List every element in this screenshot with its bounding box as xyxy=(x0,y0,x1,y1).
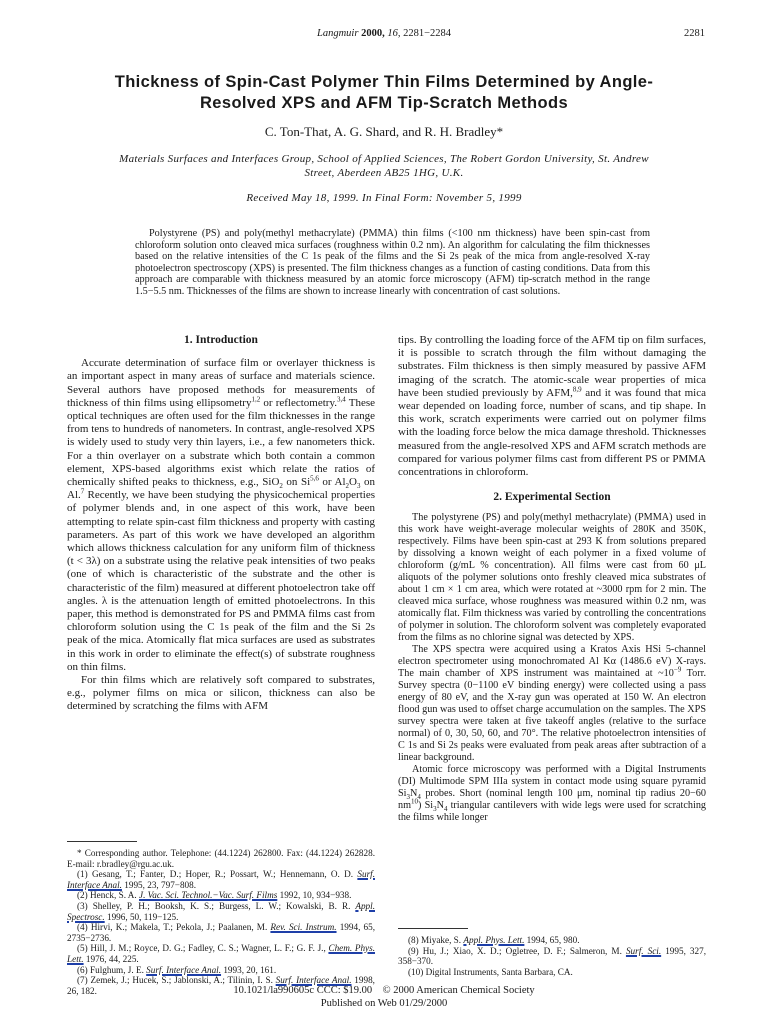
reference-10: (10) Digital Instruments, Santa Barbara, CA. xyxy=(408,966,573,977)
footnote-rule xyxy=(398,928,468,929)
reference-2: (2) Henck, S. A. J. Vac. Sci. Technol.−Vac. Surf. Films 1992, 10, 934−938. xyxy=(77,890,352,901)
footnote-rule xyxy=(67,841,137,842)
reference-link[interactable]: Appl. Spectrosc. xyxy=(67,900,375,922)
page-number: 2281 xyxy=(684,28,705,39)
intro-paragraph-3: tips. By controlling the loading force of the AFM tip on film surfaces, it is possible to scratch through the film without damaging the substrates. Film thickness is then simply measured by passive AFM imaging of the scratch. The atomic-scale wear properties of mica have been studied previously by AFM,$^{8,9}$ and it was found that mica wear depended on loading force, number of scans, and tip shape. In this work, scratch experiments were carried out on polymer films with the loading force below the mica damage threshold. Thicknesses measured from the angle-resolved XPS and AFM scratch methods are compared for various polymer films cast from different PS or PMMA concentrations in chloroform. xyxy=(398,334,706,479)
intro-paragraph-1: Accurate determination of surface film or overlayer thickness is an important aspect in many areas of surface and materials science. Several authors have proposed methods for measurements of thickness of thin films using ellipsometry$^{1,2}$ or reflectometry.$^{3,4}$ These optical techniques are often used for the film thicknesses in the range from tens to hundreds of nanometers. In contrast, angle-resolved XPS is widely used to study very thin layers, i.e., a few nanometers thick. For a thin overlayer on a substrate which both contain a common element, XPS-based algorithms exist which relate the ratios of chemically shifted peaks to thickness, e.g., SiO$_2$ on Si$^{5,6}$ or $Al_2O_3$ on Al.$^7$ Recently, we have been studying the physicochemical properties of polymer blends and, in one aspect of this work, have been attempting to relate spin-cast film thickness and property with casting parameters. As part of this work we have developed an algorithm which allows thickness calculation for any uniform film of thickness (t < 3λ) on a substrate using the relative peak intensities of two peaks (one of which is characteristic of the substrate and the other is characteristic of the film) measured at different photoelectron take off angles. λ is the attenuation length of emitted photoelectrons. In this paper, this method is demonstrated for PS and PMMA films cast from chloroform solution using the C 1s peak of the film and the Si 2s peak of the mica. Atomically flat mica surfaces are used as substrates in this work in order to eliminate the effect(s) of substrate roughness on thin films. xyxy=(67,357,375,673)
paper-title: Thickness of Spin-Cast Polymer Thin Films Determined by Angle-Resolved XPS and AFM Tip-Scratch Methods xyxy=(114,73,654,112)
reference-3: (3) Shelley, P. H.; Booksh, K. S.; Burgess, L. W.; Kowalski, B. R. Appl. Spectrosc. 1996, 50, 119−125. xyxy=(67,900,375,922)
page-footer xyxy=(0,984,768,1010)
reference-link[interactable]: Chem. Phys. Lett. xyxy=(67,943,376,964)
abstract: Polystyrene (PS) and poly(methyl methacrylate) (PMMA) thin films (<100 nm thickness) have been spin-cast from chloroform solution onto cleaved mica surfaces (roughness within 0.2 nm). An algorithm for calculating the film thicknesses based on the relative intensities of the C 1s peak of the films and the Si 2s peak of the mica from angle-resolved X-ray photoelectron spectroscopy (XPS) is presented. The film thickness changes as a function of casting conditions. Data from this approach are comparable with thickness measured by an atomic force microscopy (AFM) tip-scratch method in the range 1.5−5.5 nm. Thicknesses of the films are shown to increase linearly with concentration of cast solutions. xyxy=(135,228,650,297)
reference-link[interactable]: Appl. Phys. Lett. xyxy=(463,935,525,945)
reference-7: (7) Zemek, J.; Hucek, S.; Jablonski, A.; Tilinin, I. S. Surf. Interface Anal. 1998, 26, 182. xyxy=(67,975,375,996)
experimental-paragraph-2: The XPS spectra were acquired using a Kratos Axis HSi 5-channel electron spectrometer using monochromated Al Kα (1486.6 eV) X-rays. The main chamber of XPS instrument was maintained at $\sim 10^{-9}$ Torr. Survey spectra (0−1100 eV binding energy) were collected using a pass energy of 80 eV, and the X-ray gun was operated at 150 W. An electron flood gun was used to offset charge accumulation on the samples. The XPS survey spectra were taken at five takeoff angles (relative to the surface normal) of 0, 30, 50, 60, and 70°. The relative photoelectron intensities of C 1s and Si 2s peaks were evaluated from peak areas after subtraction of a linear background. xyxy=(398,644,706,764)
reference-link[interactable]: J. Vac. Sci. Technol.−Vac. Surf. Films xyxy=(139,890,278,901)
journal-citation xyxy=(0,28,768,39)
reference-9: (9) Hu, J.; Xiao, X. D.; Ogletree, D. F.; Salmeron, M. Surf. Sci. 1995, 327, 358−370. xyxy=(398,945,707,967)
reference-link[interactable]: Surf. Sci. xyxy=(625,945,662,956)
author-list: C. Ton-That, A. G. Shard, and R. H. Bradley* xyxy=(264,124,504,139)
journal-pages: 2281−2284 xyxy=(403,28,451,39)
reference-link[interactable]: Surf. Interface Anal. xyxy=(146,964,222,975)
reference-link[interactable]: Surf. Interface Anal. xyxy=(67,869,375,890)
experimental-paragraph-1: The polystyrene (PS) and poly(methyl methacrylate) (PMMA) used in this work have weight-average molecular weights of 280K and 350K, respectively. Films have been spin-cast at 293 K from solutions prepared by dissolving a known weight of each polymer in a fixed volume of chloroform (g/mL % concentration). All films were cast from 60 μL aliquots of the polymer solutions onto freshly cleaved mica substrates of about 1 cm × 1 cm area, which were rotated at ~3000 rpm for 2 min. The cleaved mica surface, whose roughness was measured within 0.2 nm, was atomically flat. Film thickness was varied by controlling the concentrations of polymer in solution. The chloroform solvent was completely evaporated from the films as no chlorine signal was detected by XPS. xyxy=(398,512,706,644)
intro-paragraph-2: For thin films which are relatively soft compared to substrates, e.g., polymer films on mica or silicon, thickness can also be determined by scratching the films with AFM xyxy=(67,674,375,713)
publication-date-line: Published on Web 01/29/2000 xyxy=(320,998,448,1009)
reference-8: (8) Miyake, S. Appl. Phys. Lett. 1994, 65, 980. xyxy=(408,935,580,945)
left-footnotes xyxy=(67,841,375,996)
reference-link[interactable]: Surf. Interface Anal. xyxy=(275,975,352,986)
reference-5: (5) Hill, J. M.; Royce, D. G.; Fadley, C. S.; Wagner, L. F.; G. F. J., Chem. Phys. Lett. 1976, 44, 225. xyxy=(67,943,376,964)
running-head xyxy=(0,28,768,46)
corresponding-author-note: * Corresponding author. Telephone: (44.1224) 262800. Fax: (44.1224) 262828. E-mail: r.bradley@rgu.ac.uk. xyxy=(67,848,375,869)
journal-year: 2000, xyxy=(361,28,385,39)
received-dates: Received May 18, 1999. In Final Form: November 5, 1999 xyxy=(246,192,522,204)
doi-copyright-line: 10.1021/la990605c CCC: $19.00 © 2000 American Chemical Society xyxy=(233,985,535,996)
reference-6: (6) Fulghum, J. E. Surf. Interface Anal. 1993, 20, 161. xyxy=(77,964,277,975)
right-column xyxy=(398,334,706,824)
reference-1: (1) Gesang, T.; Fanter, D.; Hoper, R.; Possart, W.; Hennemann, O. D. Surf. Interface Anal. 1995, 23, 797−808. xyxy=(67,869,375,890)
right-footnotes xyxy=(398,928,706,977)
experimental-paragraph-3: Atomic force microscopy was performed with a Digital Instruments (DI) Multimode SPM IIIa system in contact mode using square pyramid $Si_3N_4$ probes. Short (nominal length 100 μm, nominal tip radius 20−60 $nm^{10}$) $Si_3N_4$ triangular cantilevers with wide legs were used for scratching the films while longer xyxy=(398,764,707,824)
section-heading-introduction: 1. Introduction xyxy=(184,334,258,346)
affiliation: Materials Surfaces and Interfaces Group, School of Applied Sciences, The Robert Gordon University, St. Andrew Street, Aberdeen AB25 1HG, U.K. xyxy=(119,153,649,179)
left-column xyxy=(67,334,375,714)
reference-link[interactable]: Rev. Sci. Instrum. xyxy=(270,922,337,933)
journal-volume: 16, xyxy=(387,28,401,39)
section-heading-experimental: 2. Experimental Section xyxy=(493,491,611,504)
journal-name: Langmuir xyxy=(317,28,359,39)
reference-4: (4) Hirvi, K.; Makela, T.; Pekola, J.; Paalanen, M. Rev. Sci. Instrum. 1994, 65, 2735−2736. xyxy=(67,922,376,943)
